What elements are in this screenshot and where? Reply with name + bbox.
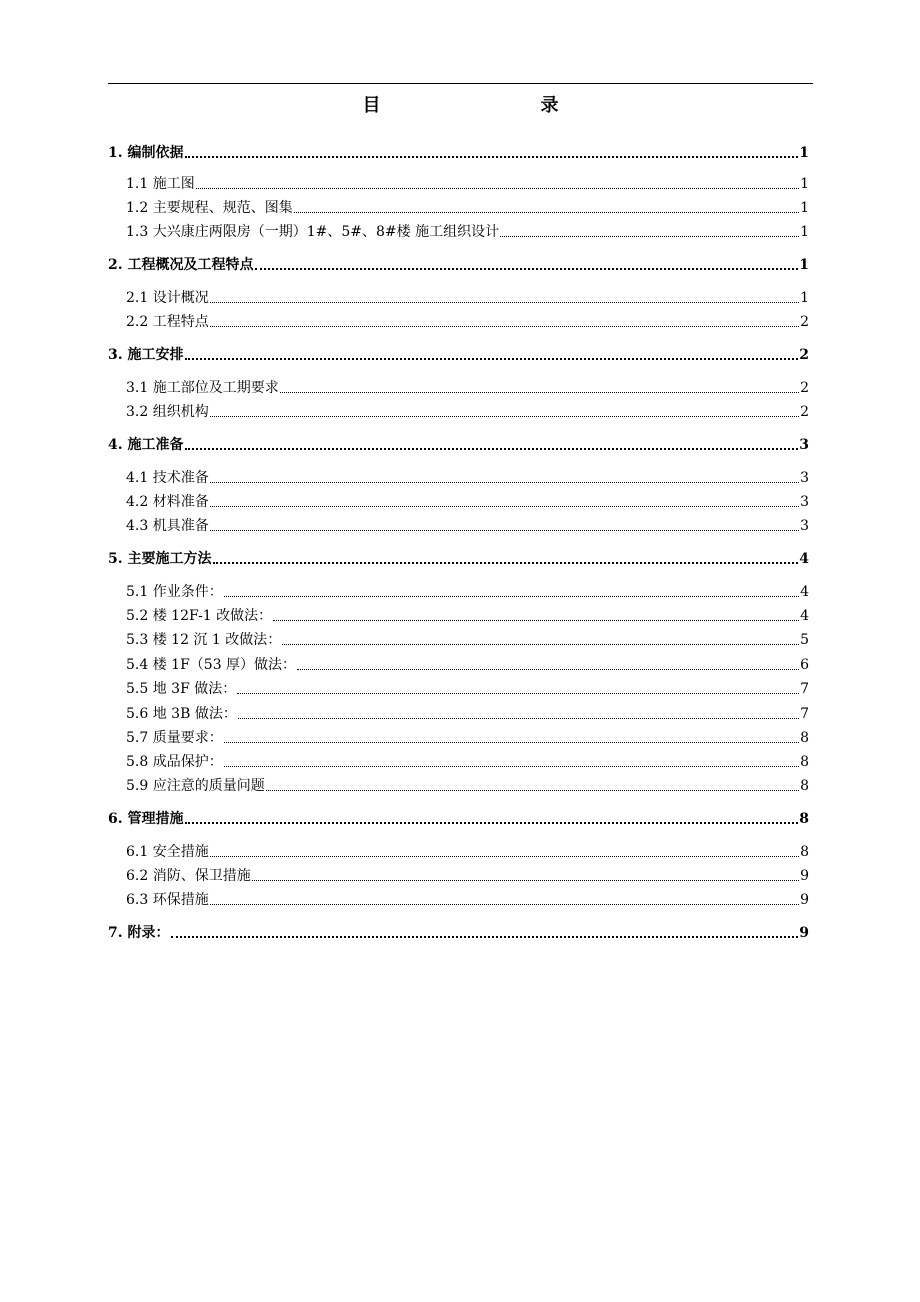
toc-entry-number: 1.1 [126,176,149,192]
toc-dot-leader [224,741,799,743]
toc-entry-title: 楼 12 沉 1 改做法： [152,632,282,648]
toc-dot-leader [238,717,799,719]
toc-entry[interactable] [0,309,920,331]
toc-page-number: 3 [800,494,809,510]
toc-entry-title: 管理措施 [127,811,184,827]
toc-title [108,93,813,119]
toc-page-number: 1 [799,145,809,161]
toc-dot-leader [273,619,799,621]
toc-entry[interactable] [0,219,920,241]
toc-entry[interactable] [0,342,920,364]
toc-page-number: 7 [800,706,809,722]
toc-entry-number: 5. [108,551,123,567]
toc-entry[interactable] [0,465,920,487]
toc-entry-title: 组织机构 [152,404,209,420]
toc-entry[interactable] [0,546,920,568]
toc-page-number: 1 [800,224,809,240]
toc-dot-leader [237,692,799,694]
toc-page-number: 3 [799,437,809,453]
toc-dot-leader [280,391,799,393]
toc-entry[interactable] [0,195,920,217]
toc-dot-leader [500,235,799,237]
toc-entry-number: 5.9 [126,778,149,794]
toc-dot-leader [210,529,799,531]
toc-entry-number: 4.1 [126,470,149,486]
toc-entry-title: 施工安排 [127,347,184,363]
toc-entry-number: 6.2 [126,868,149,884]
toc-dot-leader [255,267,799,270]
toc-page-number: 4 [799,551,809,567]
toc-dot-leader [282,643,799,645]
toc-entry-title: 环保措施 [152,892,209,908]
toc-entry-title: 安全措施 [152,844,209,860]
toc-entry-number: 6. [108,811,123,827]
toc-entry-title: 编制依据 [127,145,184,161]
toc-entry-number: 5.5 [126,681,149,697]
toc-entry-number: 6.1 [126,844,149,860]
toc-entry-title: 消防、保卫措施 [152,868,251,884]
toc-entry-number: 1.3 [126,224,149,240]
toc-page-number: 3 [800,518,809,534]
toc-page-number: 9 [800,892,809,908]
toc-page-number: 4 [800,584,809,600]
toc-dot-leader [185,447,799,450]
toc-entry-title: 工程特点 [152,314,209,330]
toc-entry-title: 作业条件： [152,584,223,600]
toc-entry-number: 2.1 [126,290,149,306]
toc-entry-title: 楼 1F（53 厚）做法： [152,657,297,673]
toc-entry[interactable] [0,839,920,861]
toc-page-number: 2 [800,380,809,396]
toc-dot-leader [210,301,799,303]
toc-entry-title: 附录： [127,925,170,941]
toc-entry-title: 机具准备 [152,518,209,534]
toc-dot-leader [185,357,799,360]
toc-page-number: 2 [800,404,809,420]
toc-entry[interactable] [0,701,920,723]
toc-dot-leader [210,481,799,483]
toc-title-right: 录 [540,95,559,116]
toc-entry-title: 施工部位及工期要求 [152,380,279,396]
toc-entry-number: 4.2 [126,494,149,510]
toc-page-number: 3 [800,470,809,486]
toc-page-number: 2 [799,347,809,363]
toc-entry-title: 设计概况 [152,290,209,306]
toc-entry[interactable] [0,171,920,193]
toc-entry-title: 施工准备 [127,437,184,453]
toc-dot-leader [266,789,799,791]
toc-dot-leader [213,561,799,564]
toc-entry[interactable] [0,252,920,274]
toc-entry[interactable] [0,513,920,535]
toc-entry-number: 6.3 [126,892,149,908]
toc-entry[interactable] [0,432,920,454]
toc-page-number: 9 [799,925,809,941]
toc-page-number: 8 [800,844,809,860]
toc-page-number: 8 [800,730,809,746]
toc-entry-number: 5.8 [126,754,149,770]
toc-page-number: 5 [800,632,809,648]
toc-page-number: 4 [800,608,809,624]
toc-entry-title: 主要规程、规范、图集 [152,200,293,216]
toc-entry-title: 施工图 [152,176,195,192]
toc-page-number: 1 [800,200,809,216]
toc-entry-number: 3.2 [126,404,149,420]
toc-entry[interactable] [0,806,920,828]
toc-dot-leader [252,879,799,881]
toc-entry-number: 5.7 [126,730,149,746]
toc-dot-leader [185,821,799,824]
toc-dot-leader [210,415,799,417]
toc-entry[interactable] [0,399,920,421]
toc-entry-title: 材料准备 [152,494,209,510]
toc-dot-leader [297,668,799,670]
toc-entry-number: 5.6 [126,706,149,722]
toc-entry[interactable] [0,375,920,397]
toc-page-number: 7 [800,681,809,697]
toc-entry-title: 大兴康庄两限房（一期）1#、5#、8#楼 施工组织设计 [152,224,500,240]
toc-dot-leader [224,765,799,767]
toc-entry-title: 应注意的质量问题 [152,778,265,794]
toc-entry[interactable] [0,603,920,625]
toc-entry-title: 成品保护： [152,754,223,770]
toc-entry-title: 技术准备 [152,470,209,486]
toc-entry-number: 5.1 [126,584,149,600]
toc-entry-number: 2.2 [126,314,149,330]
toc-entry-title: 地 3B 做法： [152,706,237,722]
toc-entry-number: 5.4 [126,657,149,673]
toc-entry[interactable] [0,285,920,307]
toc-dot-leader [196,187,799,189]
toc-entry-title: 工程概况及工程特点 [127,257,254,273]
toc-entry[interactable] [0,887,920,909]
toc-dot-leader [210,855,799,857]
toc-dot-leader [185,155,799,158]
toc-dot-leader [210,325,799,327]
toc-entry-title: 质量要求： [152,730,223,746]
toc-entry[interactable] [0,489,920,511]
toc-entry[interactable] [0,652,920,674]
header-rule [108,83,813,84]
toc-entry-number: 5.2 [126,608,149,624]
toc-entry-number: 1.2 [126,200,149,216]
toc-page-number: 9 [800,868,809,884]
toc-page-number: 6 [800,657,809,673]
toc-dot-leader [294,211,799,213]
toc-entry[interactable] [0,725,920,747]
toc-entry-number: 1. [108,145,123,161]
toc-entry-title: 地 3F 做法： [152,681,237,697]
toc-dot-leader [210,505,799,507]
toc-entry-number: 3.1 [126,380,149,396]
toc-entry[interactable] [0,579,920,601]
toc-dot-leader [224,595,799,597]
toc-entry-number: 2. [108,257,123,273]
toc-entry-number: 4.3 [126,518,149,534]
toc-page-number: 8 [800,778,809,794]
toc-page-number: 1 [800,176,809,192]
toc-entry-number: 5.3 [126,632,149,648]
toc-entry-title: 主要施工方法 [127,551,212,567]
toc-entry[interactable] [0,773,920,795]
toc-page-number: 1 [800,290,809,306]
toc-entry[interactable] [0,140,920,162]
toc-page-number: 8 [799,811,809,827]
toc-dot-leader [210,903,799,905]
toc-page-number: 1 [799,257,809,273]
toc-entry[interactable] [0,676,920,698]
toc-page-number: 8 [800,754,809,770]
toc-entry-title: 楼 12F-1 改做法： [152,608,273,624]
toc-dot-leader [171,935,799,938]
toc-entry[interactable] [0,749,920,771]
toc-entry-number: 4. [108,437,123,453]
toc-page-number: 2 [800,314,809,330]
toc-entry-number: 3. [108,347,123,363]
toc-entry-number: 7. [108,925,123,941]
toc-title-left: 目 [362,95,381,116]
toc-entry[interactable] [0,627,920,649]
toc-entry[interactable] [0,920,920,942]
toc-entry[interactable] [0,863,920,885]
